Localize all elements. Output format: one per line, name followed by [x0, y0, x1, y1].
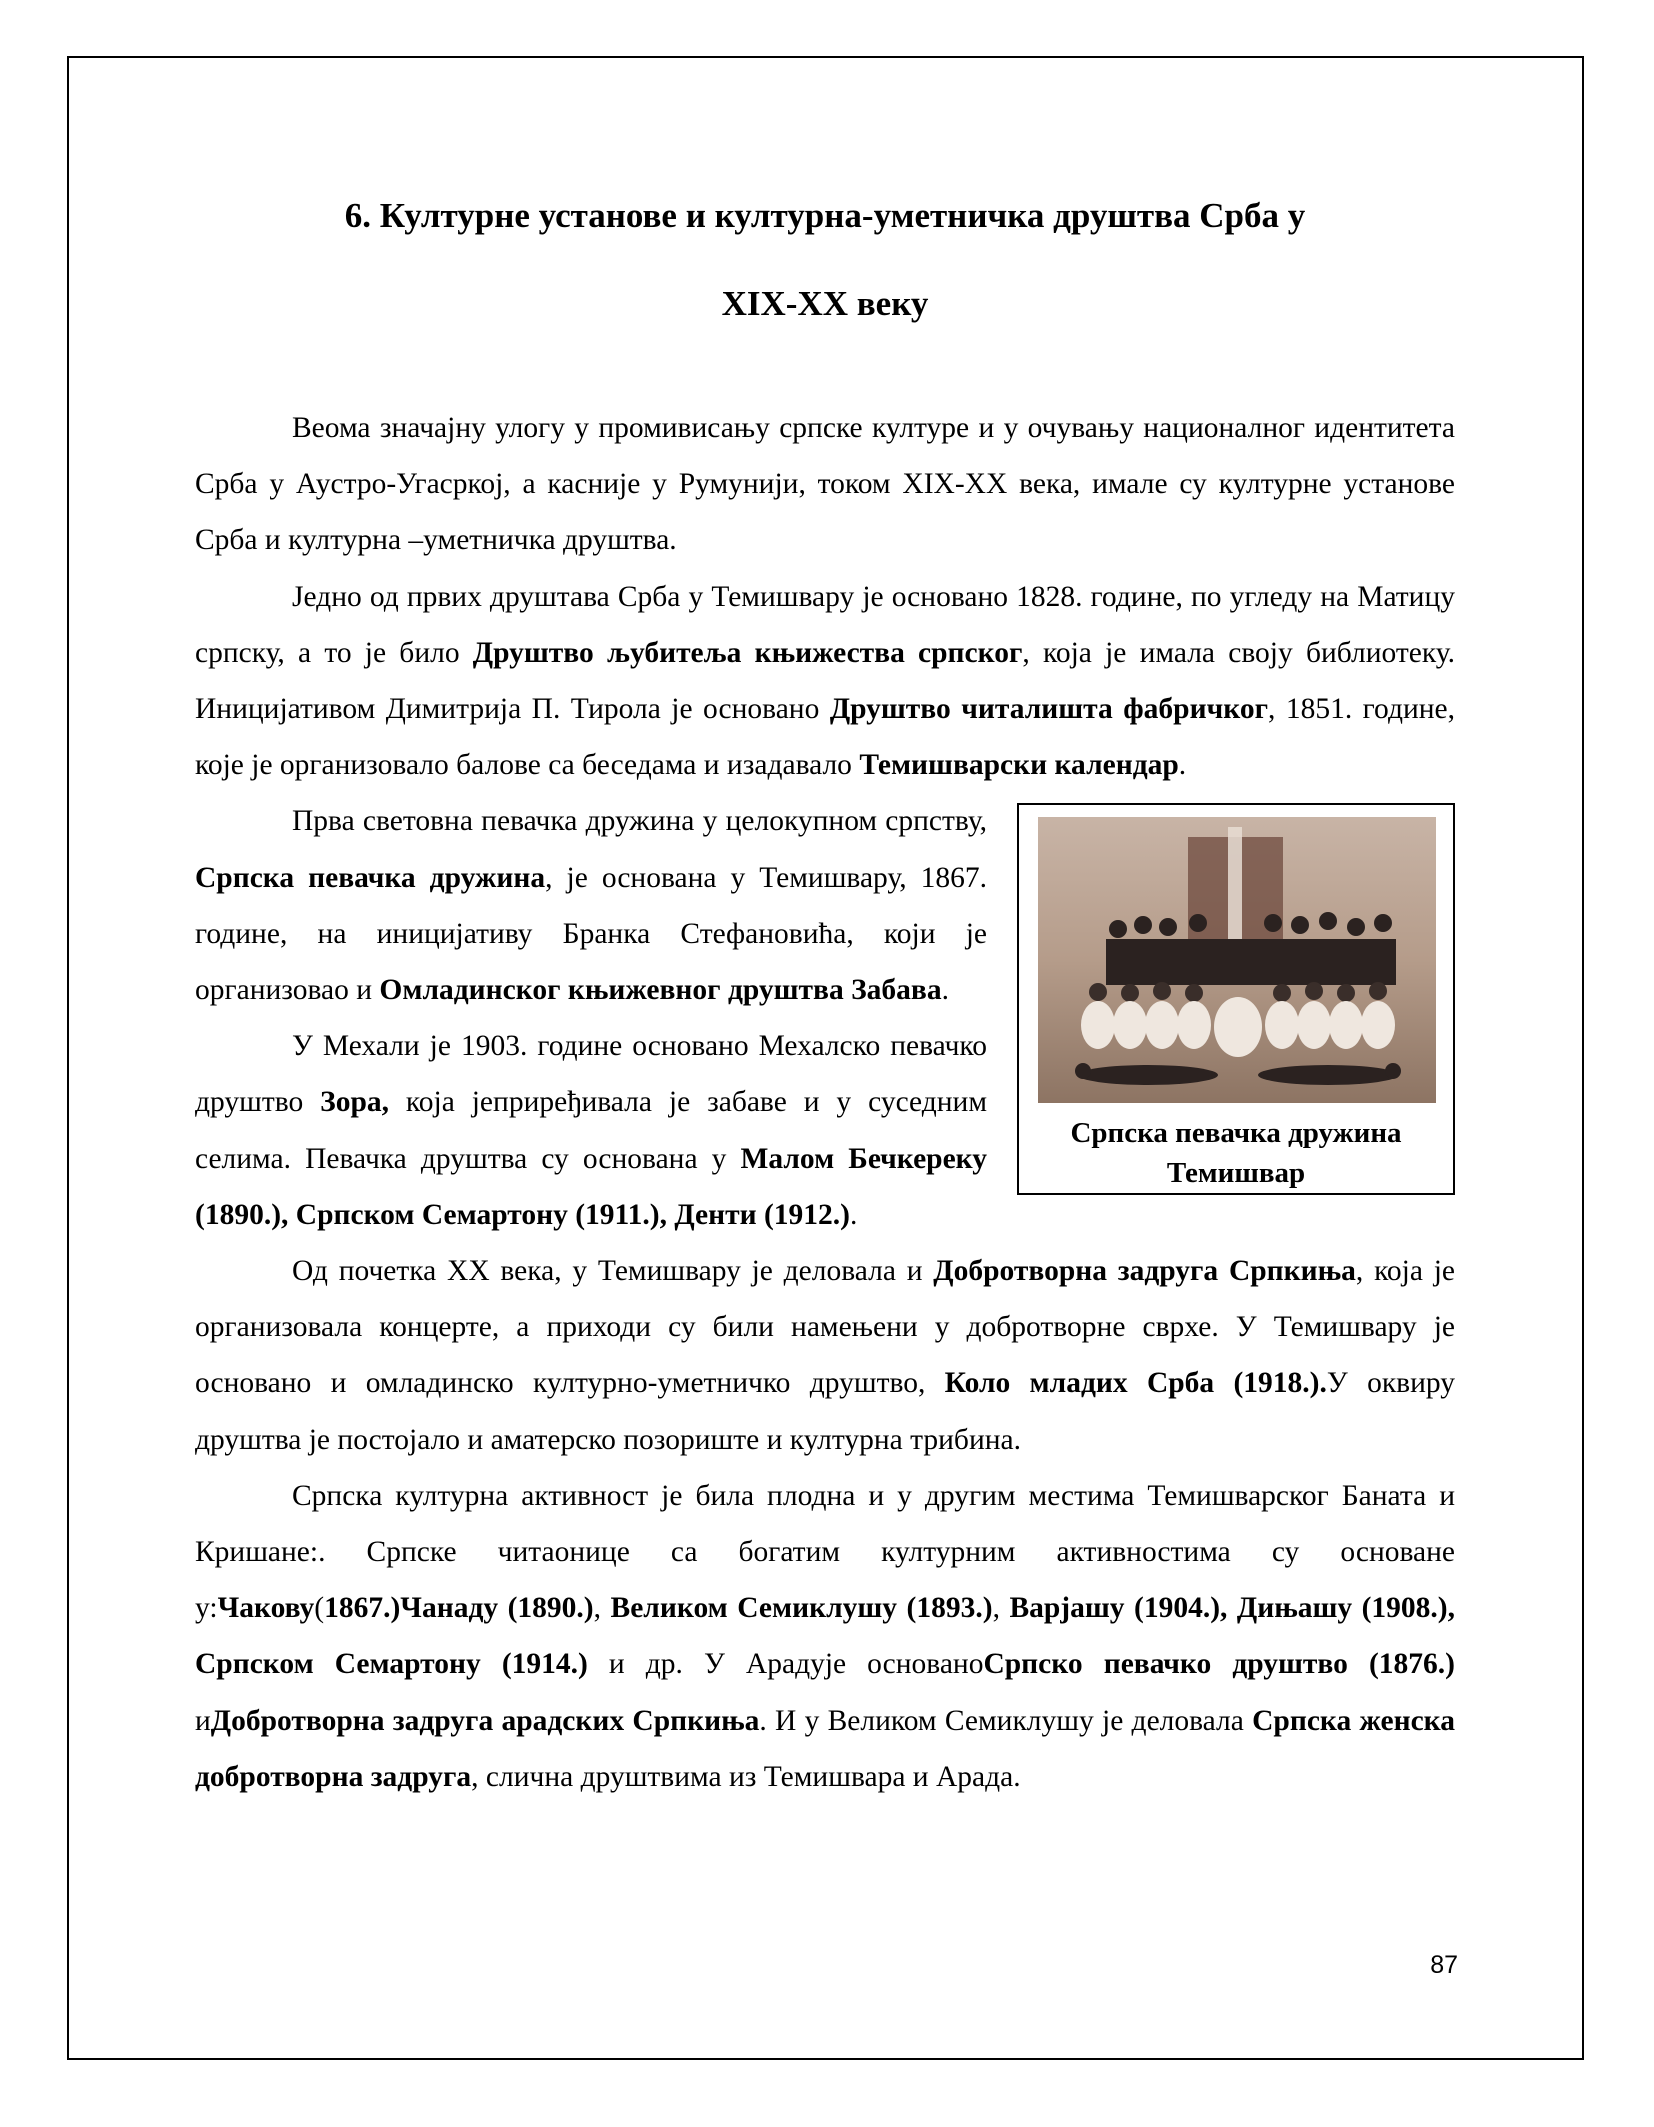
bold-run: Друштво читалишта фабричког — [829, 693, 1268, 726]
text-run: У оквиру друштва је постојало и аматерско позориште и културна трибина. — [195, 1367, 1455, 1456]
caption-line-1: Српска певачка дружина — [1070, 1117, 1402, 1150]
bold-run: Чакову — [217, 1592, 315, 1625]
text-run: и др. У Арадује основано — [587, 1648, 984, 1681]
bold-run: Малом Бечкереку (1890.), Српском Семартону (1911.), Денти (1912.) — [195, 1142, 987, 1231]
text-run: . — [850, 1198, 858, 1231]
title-line-2: XIX-XX веку — [721, 284, 929, 323]
bold-run: 1867.)Чанаду (1890.) — [324, 1592, 594, 1625]
text-run: и — [195, 1704, 211, 1737]
bold-run: Зора, — [320, 1086, 389, 1119]
bold-run: Српска певачка дружина — [195, 861, 546, 894]
bold-run: Добротворна задруга арадских Српкиња — [210, 1704, 760, 1737]
text-run: , која је имала своју библиотеку. Иницијативом Димитрија П. Тирола је основано — [195, 636, 1455, 726]
bold-run: Српско певачко друштво (1876.) — [983, 1648, 1455, 1681]
bold-run: Коло младих Срба (1918.). — [944, 1367, 1327, 1400]
bold-run: Друштво љубитеља књижества српског — [472, 636, 1023, 669]
paragraph-2 — [195, 569, 1455, 794]
photo-caption — [1038, 1113, 1434, 1193]
text-run: Прва световна певачка дружина у целокупном српству, — [292, 805, 987, 838]
page-title — [195, 172, 1455, 348]
text-run: , слична друштвима из Темишвара и Арада. — [471, 1760, 1021, 1793]
text-run: , — [992, 1592, 1010, 1625]
text-run: , која је организовала концерте, а приходи су били намењени у добротворне сврхе. У Темишвару је основано и омладинско културно-уметничко друштво, — [195, 1255, 1456, 1400]
title-line-1: 6. Културне установе и културна-уметничка друштва Срба у — [344, 196, 1306, 235]
text-run: која јеприређивала је забаве и у суседним селима. Певачка друштва су основана у — [195, 1086, 987, 1175]
text-run: ( — [314, 1592, 325, 1625]
page-content — [195, 172, 1455, 1805]
text-run: . — [1178, 749, 1187, 782]
text-run: Једно од првих друштава Срба у Темишвару је основано 1828. године, по угледу на Матицу српску, а то је било — [195, 580, 1455, 669]
bold-run: Добротворна задруга Српкиња — [933, 1255, 1356, 1288]
photo-figure — [1017, 803, 1455, 1195]
bold-run: Српска женска добротворна задруга — [195, 1704, 1455, 1793]
paragraph-6 — [195, 1468, 1455, 1805]
page-number: 87 — [1430, 1951, 1458, 1979]
text-run: . И у Великом Семиклушу је деловала — [759, 1704, 1253, 1737]
group-photo-icon — [1038, 817, 1436, 1103]
paragraph-1: Веома значајну улогу у промивисању српске културе и у очувању националног идентитета Срба у Аустро-Угасркој, а касније у Румунији, током XIX-XX века, имале су културне установе Срба и културна –уметничка друштва. — [195, 412, 1455, 557]
bold-run: Великом Семиклушу (1893.) — [610, 1592, 993, 1625]
bold-run: Омладинског књижевног друштва Забава — [379, 974, 942, 1007]
text-run: , — [593, 1592, 611, 1625]
text-run: Српска културна активност је била плодна и у другим местима Темишварског Баната и Кришане:. Српске читаонице са богатим културним активностима су основане у: — [195, 1479, 1455, 1625]
bold-run: Темишварски календар — [859, 749, 1179, 782]
paragraph-5 — [195, 1243, 1455, 1468]
bold-run: Варјашу (1904.), Дињашу (1908.), Српском Семартону (1914.) — [195, 1592, 1455, 1681]
text-run: Од почетка XX века, у Темишвару је деловала и — [292, 1255, 934, 1288]
text-run: . — [941, 974, 949, 1007]
text-run: У Мехали је 1903. године основано Мехалско певачко друштво — [195, 1030, 987, 1119]
caption-line-2: Темишвар — [1166, 1157, 1306, 1190]
text-run: , 1851. године, које је организовало балове са беседама и изадавало — [195, 693, 1455, 782]
text-run: , је основана у Темишвару, 1867. године, на иницијативу Бранка Стефановића, који је организовао и — [195, 861, 987, 1007]
